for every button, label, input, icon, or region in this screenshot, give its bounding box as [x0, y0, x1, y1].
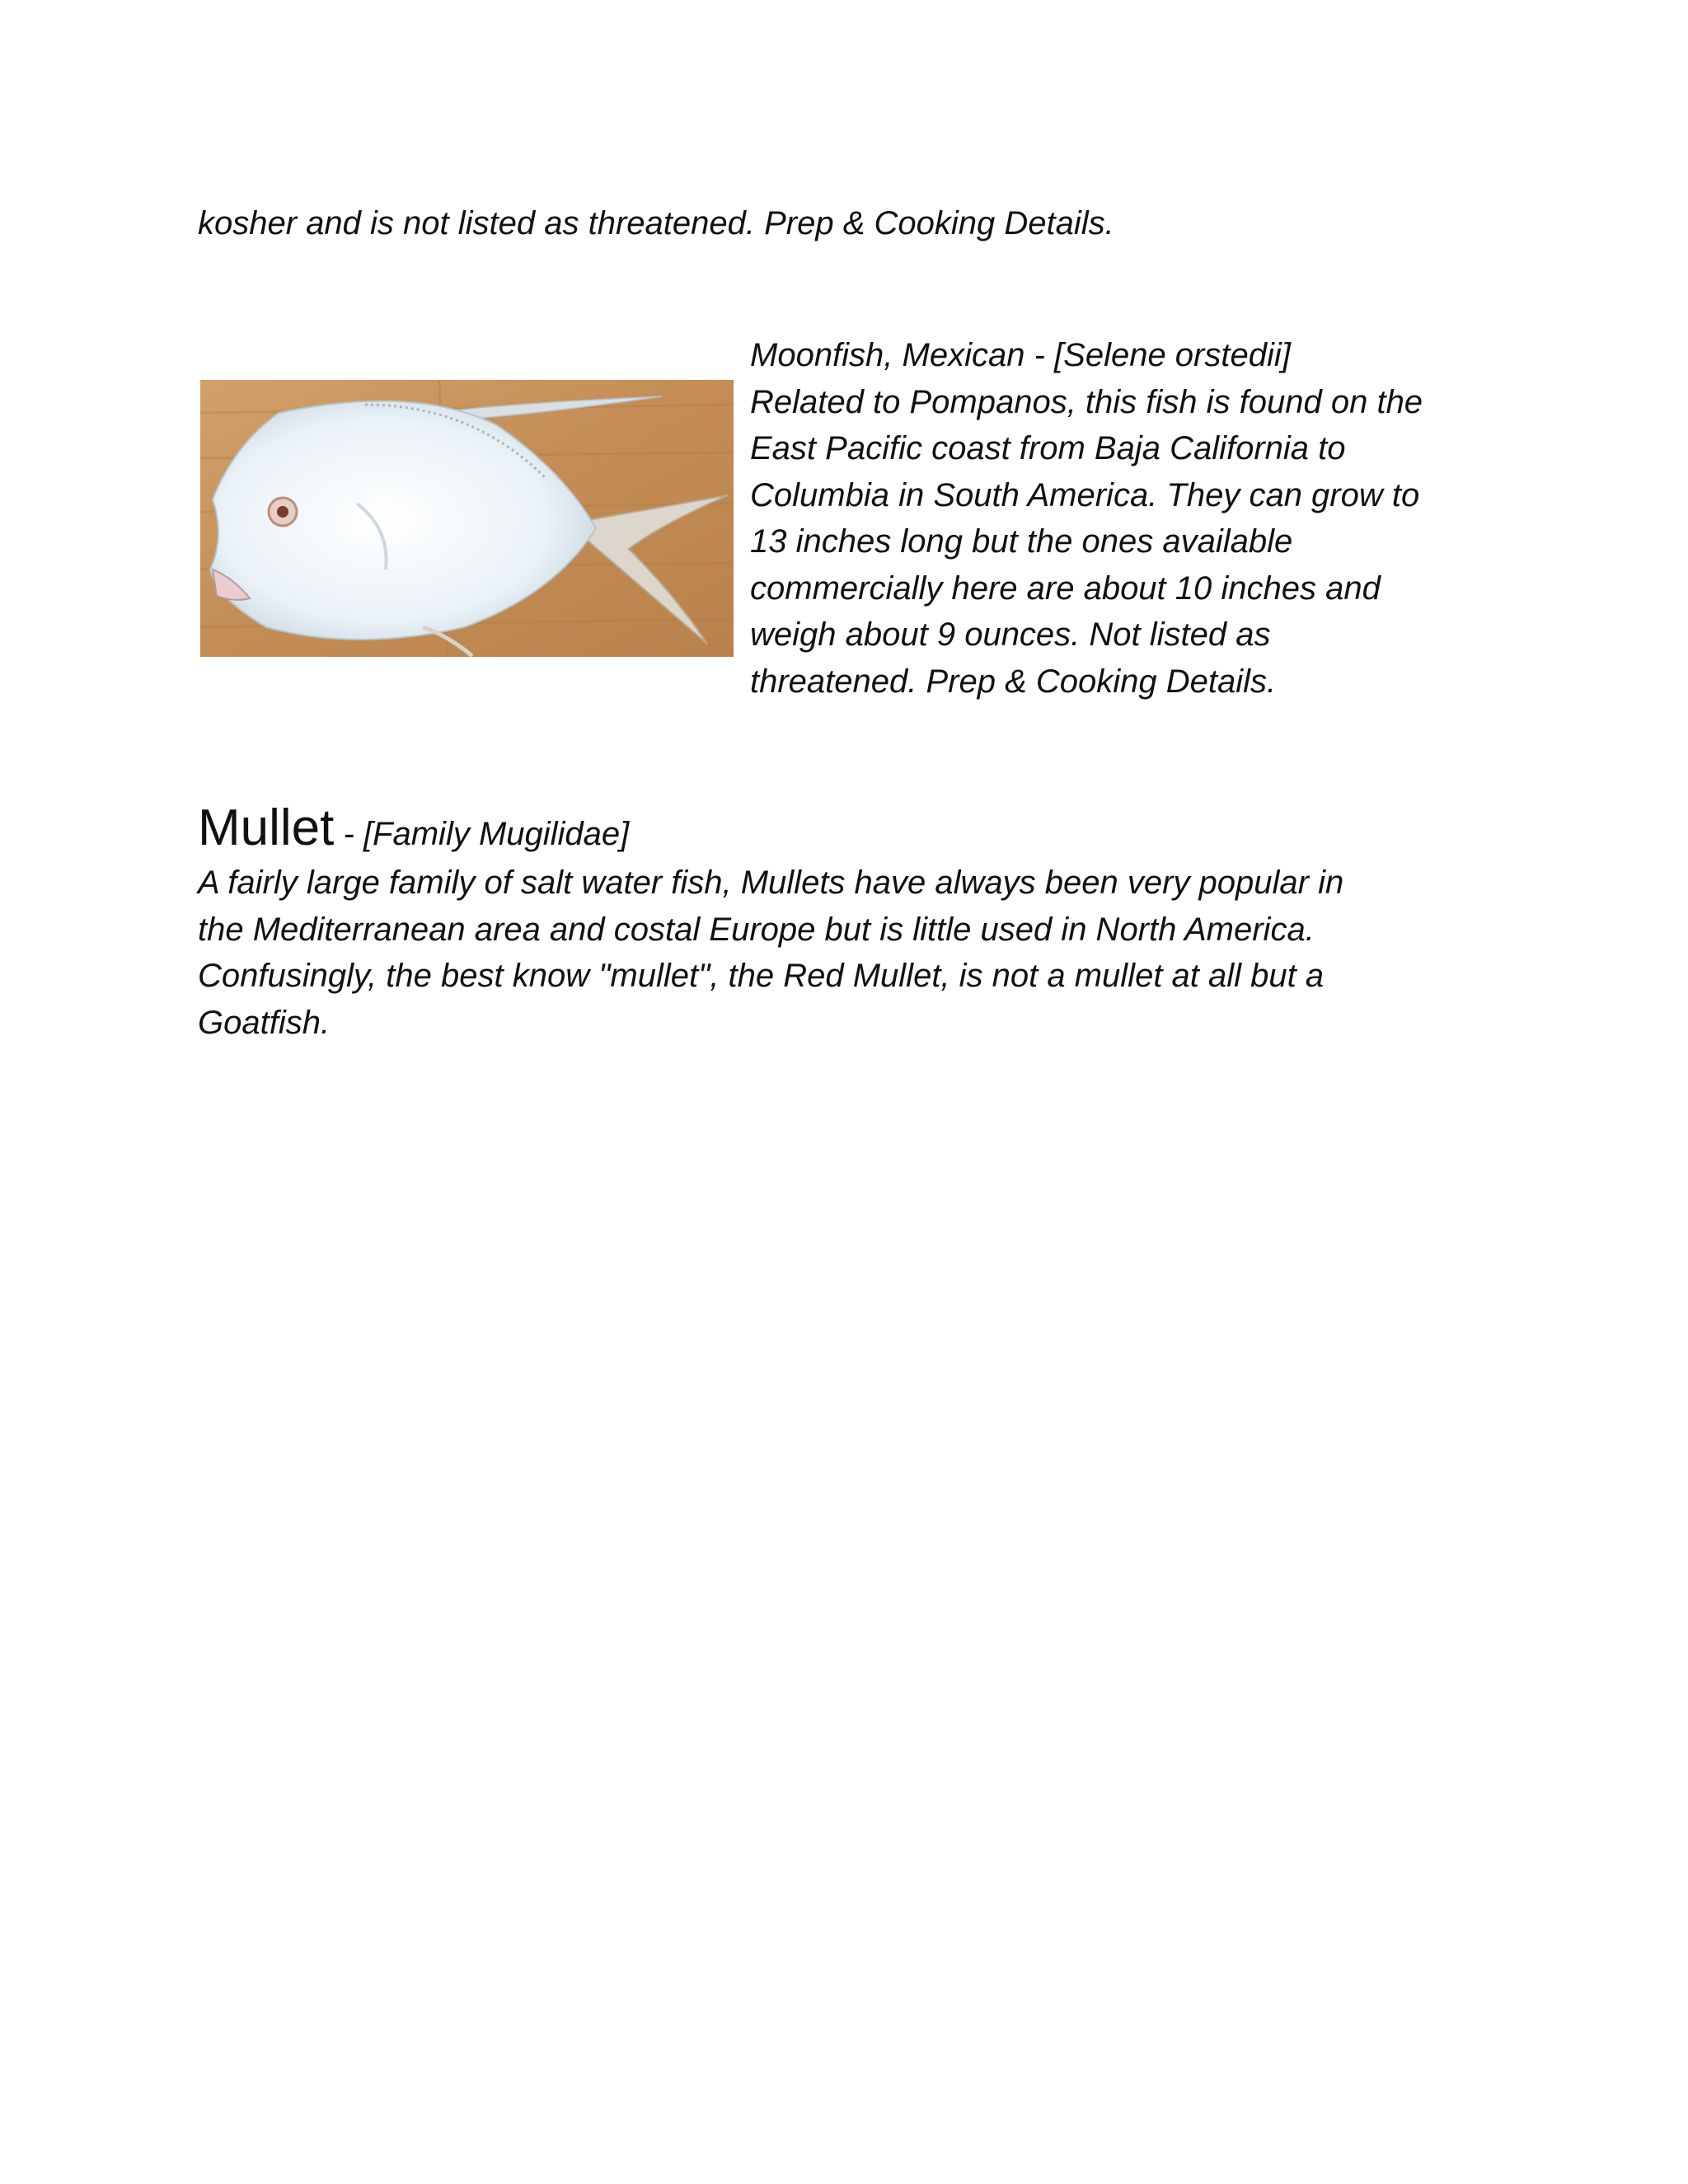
moonfish-line: East Pacific coast from Baja California to: [750, 430, 1346, 466]
moonfish-line: weigh about 9 ounces. Not listed as: [750, 616, 1271, 653]
mullet-line: Goatfish.: [198, 1004, 331, 1041]
mullet-line: Confusingly, the best know "mullet", the Red Mullet, is not a mullet at all but a: [198, 958, 1325, 994]
mullet-title: Mullet: [198, 799, 335, 856]
top-paragraph-line: kosher and is not listed as threatened. Prep & Cooking Details.: [198, 205, 1114, 241]
moonfish-line: threatened. Prep & Cooking Details.: [750, 663, 1277, 700]
mullet-description: [198, 860, 1484, 1046]
moonfish-photo: [200, 380, 734, 657]
moonfish-line: Columbia in South America. They can grow to: [750, 476, 1420, 513]
moonfish-line: 13 inches long but the ones available: [750, 523, 1293, 560]
moonfish-line: Moonfish, Mexican - [Selene orstedii]: [750, 337, 1291, 373]
moonfish-description: [750, 332, 1492, 705]
moonfish-line: commercially here are about 10 inches and: [750, 569, 1381, 607]
mullet-heading: [198, 799, 1517, 857]
mullet-line: the Mediterranean area and costal Europe but is little used in North America.: [198, 911, 1315, 948]
moonfish-line: Related to Pompanos, this fish is found on the: [750, 383, 1423, 420]
mullet-line: A fairly large family of salt water fish, Mullets have always been very popular in: [198, 865, 1344, 901]
mullet-family: - [Family Mugilidae]: [334, 816, 630, 852]
